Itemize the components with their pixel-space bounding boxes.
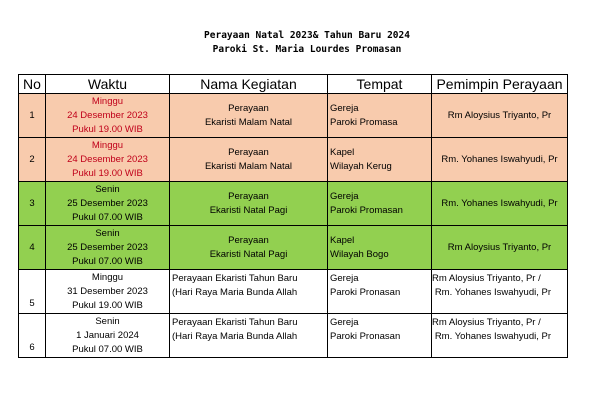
row-number: 4: [19, 226, 46, 270]
kegiatan-line: Perayaan: [228, 190, 269, 202]
document-title: Perayaan Natal 2023& Tahun Baru 2024: [204, 30, 410, 41]
table-row: [19, 138, 568, 182]
schedule-table: [18, 74, 568, 358]
kegiatan-line: Perayaan Ekaristi Tahun Baru: [172, 317, 298, 328]
waktu-date: 31 Desember 2023: [67, 285, 148, 297]
header-nama-kegiatan: Nama Kegiatan: [170, 75, 328, 94]
row-number: 2: [19, 138, 46, 182]
waktu-time: Pukul 19.00 WIB: [72, 123, 143, 135]
pemimpin-line: Rm Aloysius Triyanto, Pr /: [432, 273, 541, 284]
kegiatan-line: Ekaristi Natal Pagi: [209, 204, 288, 216]
table-row: [19, 270, 568, 314]
tempat-cell: [328, 138, 432, 182]
waktu-time: Pukul 07.00 WIB: [72, 255, 143, 267]
row-number: 6: [19, 314, 46, 358]
header-waktu: Waktu: [46, 75, 170, 94]
waktu-time: Pukul 07.00 WIB: [72, 343, 143, 355]
waktu-cell: [46, 138, 170, 182]
waktu-cell: [46, 226, 170, 270]
tempat-cell: [328, 94, 432, 138]
kegiatan-line: (Hari Raya Maria Bunda Allah: [172, 287, 298, 298]
row-number: 3: [19, 182, 46, 226]
pemimpin-line: Rm. Yohanes Iswahyudi, Pr: [434, 287, 551, 298]
kegiatan-cell: [170, 182, 328, 226]
pemimpin-cell: [432, 182, 568, 226]
waktu-cell: [46, 94, 170, 138]
pemimpin-line: Rm Aloysius Triyanto, Pr: [447, 109, 552, 121]
waktu-date: 25 Desember 2023: [67, 241, 148, 253]
tempat-line: Gereja: [330, 102, 359, 114]
waktu-cell: [46, 182, 170, 226]
header-pemimpin: Pemimpin Perayaan: [432, 75, 568, 94]
pemimpin-line: Rm. Yohanes Iswahyudi, Pr: [441, 197, 558, 209]
tempat-line: Gereja: [330, 190, 359, 202]
table-row: [19, 226, 568, 270]
tempat-cell: [328, 182, 432, 226]
waktu-date: 25 Desember 2023: [67, 197, 148, 209]
tempat-cell: [328, 226, 432, 270]
tempat-line: Paroki Pronasan: [330, 331, 401, 342]
kegiatan-line: Perayaan: [228, 102, 269, 114]
waktu-date: 1 Januari 2024: [76, 329, 139, 341]
waktu-day: Senin: [95, 315, 120, 327]
kegiatan-cell: [170, 226, 328, 270]
table-row: [19, 182, 568, 226]
kegiatan-line: Perayaan: [228, 146, 269, 158]
row-number: 5: [19, 270, 46, 314]
kegiatan-line: Ekaristi Malam Natal: [204, 116, 293, 128]
pemimpin-line: Rm. Yohanes Iswahyudi, Pr: [434, 331, 551, 342]
pemimpin-cell: [432, 314, 568, 358]
kegiatan-cell: [170, 314, 328, 358]
tempat-line: Wilayah Kerug: [330, 160, 392, 172]
tempat-line: Paroki Promasa: [330, 116, 398, 128]
tempat-line: Paroki Pronasan: [330, 287, 401, 298]
pemimpin-line: Rm. Yohanes Iswahyudi, Pr: [441, 153, 558, 165]
table-row: [19, 314, 568, 358]
tempat-cell: [328, 270, 432, 314]
kegiatan-line: Ekaristi Natal Pagi: [209, 248, 288, 260]
waktu-day: Senin: [95, 227, 120, 239]
pemimpin-cell: [432, 138, 568, 182]
waktu-day: Senin: [95, 183, 120, 195]
table-header-row: [19, 75, 568, 94]
waktu-date: 24 Desember 2023: [67, 153, 148, 165]
table-row: [19, 94, 568, 138]
kegiatan-cell: [170, 94, 328, 138]
pemimpin-line: Rm Aloysius Triyanto, Pr /: [432, 317, 541, 328]
waktu-time: Pukul 19.00 WIB: [72, 299, 143, 311]
tempat-line: Gereja: [330, 273, 359, 284]
waktu-time: Pukul 07.00 WIB: [72, 211, 143, 223]
pemimpin-cell: [432, 94, 568, 138]
waktu-cell: [46, 270, 170, 314]
waktu-day: Minggu: [91, 95, 124, 107]
waktu-time: Pukul 19.00 WIB: [72, 167, 143, 179]
row-number: 1: [19, 94, 46, 138]
header-tempat: Tempat: [328, 75, 432, 94]
pemimpin-line: Rm Aloysius Triyanto, Pr: [447, 241, 552, 253]
tempat-line: Gereja: [330, 317, 359, 328]
kegiatan-line: Ekaristi Malam Natal: [204, 160, 293, 172]
document-subtitle: Paroki St. Maria Lourdes Promasan: [212, 44, 402, 55]
pemimpin-cell: [432, 226, 568, 270]
tempat-line: Paroki Promasan: [330, 204, 403, 216]
waktu-day: Minggu: [91, 271, 124, 283]
waktu-cell: [46, 314, 170, 358]
tempat-line: Kapel: [330, 234, 355, 246]
kegiatan-line: Perayaan Ekaristi Tahun Baru: [172, 273, 298, 284]
tempat-line: Wilayah Bogo: [330, 248, 389, 260]
kegiatan-cell: [170, 138, 328, 182]
header-no: No: [19, 75, 46, 94]
kegiatan-cell: [170, 270, 328, 314]
tempat-line: Kapel: [330, 146, 355, 158]
kegiatan-line: (Hari Raya Maria Bunda Allah: [172, 331, 298, 342]
tempat-cell: [328, 314, 432, 358]
pemimpin-cell: [432, 270, 568, 314]
kegiatan-line: Perayaan: [228, 234, 269, 246]
waktu-day: Minggu: [91, 139, 124, 151]
waktu-date: 24 Desember 2023: [67, 109, 148, 121]
